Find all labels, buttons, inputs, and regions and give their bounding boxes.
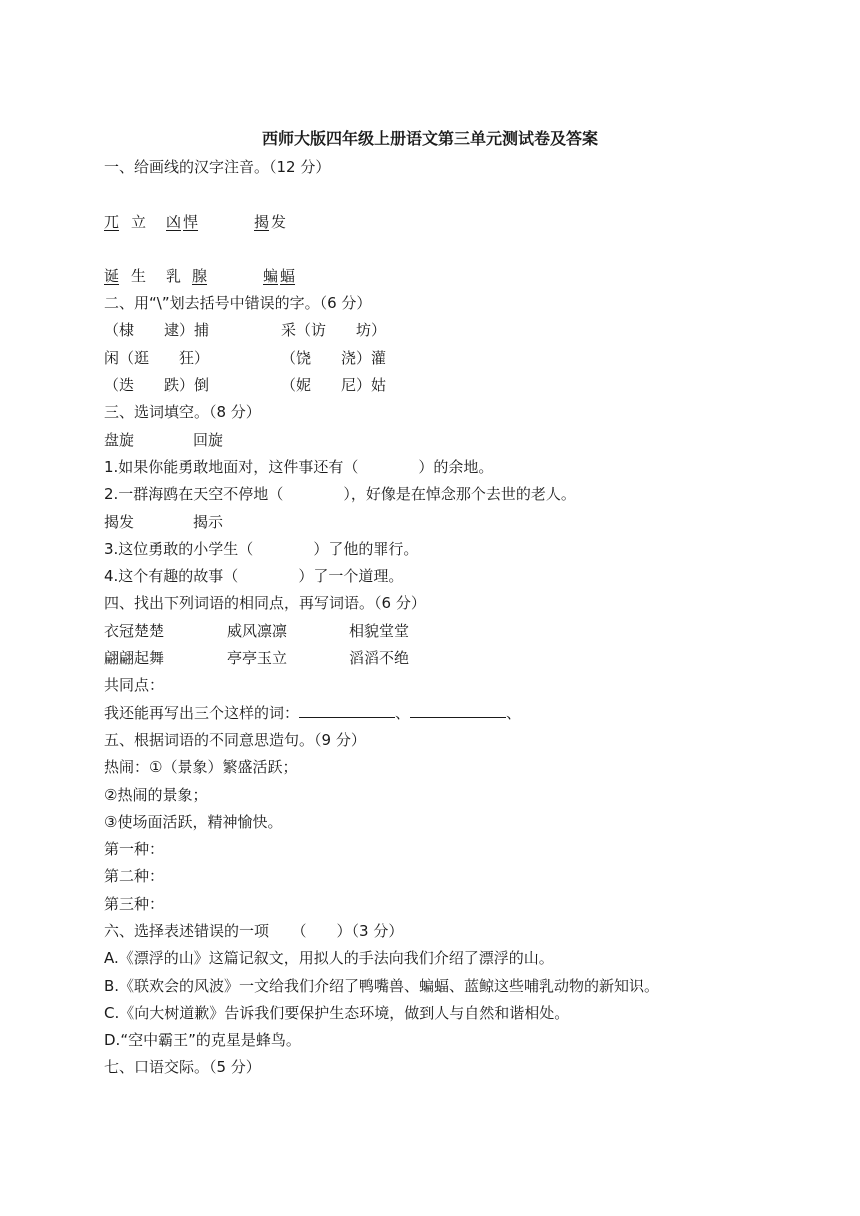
option-a: A.《漂浮的山》这篇记叙文，用拟人的手法向我们介绍了漂浮的山。 [104,949,554,967]
char: 立 [131,213,147,231]
section-3-heading: 三、选词填空。（8 分） [104,403,261,421]
section-6-heading: 六、选择表述错误的一项 （ ）（3 分） [104,922,404,940]
document-title: 西师大版四年级上册语文第三单元测试卷及答案 [261,129,598,148]
idiom: 相貌堂堂 [349,622,410,640]
section-1-heading: 一、给画线的汉字注音。（12 分） [104,158,331,176]
sentence-2-label: 第二种： [104,867,165,885]
option-c: C.《向大树道歉》告诉我们要保护生态环境，做到人与自然和谐相处。 [104,1004,570,1022]
underlined-char: 揭 [254,213,270,231]
underlined-char: 腺 [192,267,208,285]
meaning-2: ②热闹的景象； [104,786,208,804]
choice-item: （迭 跌）倒 [104,376,210,394]
section-5-heading: 五、根据词语的不同意思造句。（9 分） [104,731,366,749]
char: 乳 [166,267,182,285]
question-2: 2.一群海鸥在天空不停地（ ），好像是在悼念那个去世的老人。 [104,485,576,503]
phonetic-row-2 [104,266,804,286]
underlined-char: 凶 [166,213,182,231]
common-point-label: 共同点： [104,676,165,694]
separator: 、 [506,704,522,722]
answer-blank[interactable] [299,703,395,718]
choice-item: 采（访 坊） [281,321,387,339]
word-option: 回旋 [193,431,224,449]
choice-item: 闲（逛 狂） [104,349,210,367]
question-3: 3.这位勇敢的小学生（ ）了他的罪行。 [104,540,419,558]
idiom: 亭亭玉立 [227,649,288,667]
more-words-line [104,703,521,723]
choice-item: （妮 尼）姑 [281,376,387,394]
char: 发 [271,213,287,231]
meaning-3: ③使场面活跃，精神愉快。 [104,813,283,831]
underlined-char: 蝠 [280,267,296,285]
section-7-heading: 七、口语交际。（5 分） [104,1058,261,1076]
word-option: 盘旋 [104,431,135,449]
idiom: 滔滔不绝 [349,649,410,667]
question-1: 1.如果你能勇敢地面对，这件事还有（ ）的余地。 [104,458,494,476]
choice-item: （饶 浇）灌 [281,349,387,367]
word-option: 揭示 [193,513,224,531]
separator: 、 [395,704,411,722]
section-4-heading: 四、找出下列词语的相同点，再写词语。（6 分） [104,594,426,612]
phonetic-row-1 [104,212,804,232]
sentence-1-label: 第一种： [104,840,165,858]
section-2-heading: 二、用“\”划去括号中错误的字。（6 分） [104,294,372,312]
underlined-char: 蝙 [263,267,279,285]
answer-blank[interactable] [410,703,506,718]
meaning-1: 热闹：①（景象）繁盛活跃； [104,758,298,776]
sentence-3-label: 第三种： [104,895,165,913]
choice-item: （棣 逮）捕 [104,321,210,339]
word-option: 揭发 [104,513,135,531]
option-b: B.《联欢会的风波》一文给我们介绍了鸭嘴兽、蝙蝠、蓝鲸这些哺乳动物的新知识。 [104,977,660,995]
question-4: 4.这个有趣的故事（ ）了一个道理。 [104,567,404,585]
underlined-char: 悍 [183,213,199,231]
underlined-char: 诞 [104,267,120,285]
underlined-char: 兀 [104,213,120,231]
idiom: 翩翩起舞 [104,649,165,667]
more-words-label: 我还能再写出三个这样的词： [104,704,300,722]
option-d: D.“空中霸王”的克星是蜂鸟。 [104,1031,301,1049]
char: 生 [131,267,147,285]
idiom: 威风凛凛 [227,622,288,640]
idiom: 衣冠楚楚 [104,622,165,640]
